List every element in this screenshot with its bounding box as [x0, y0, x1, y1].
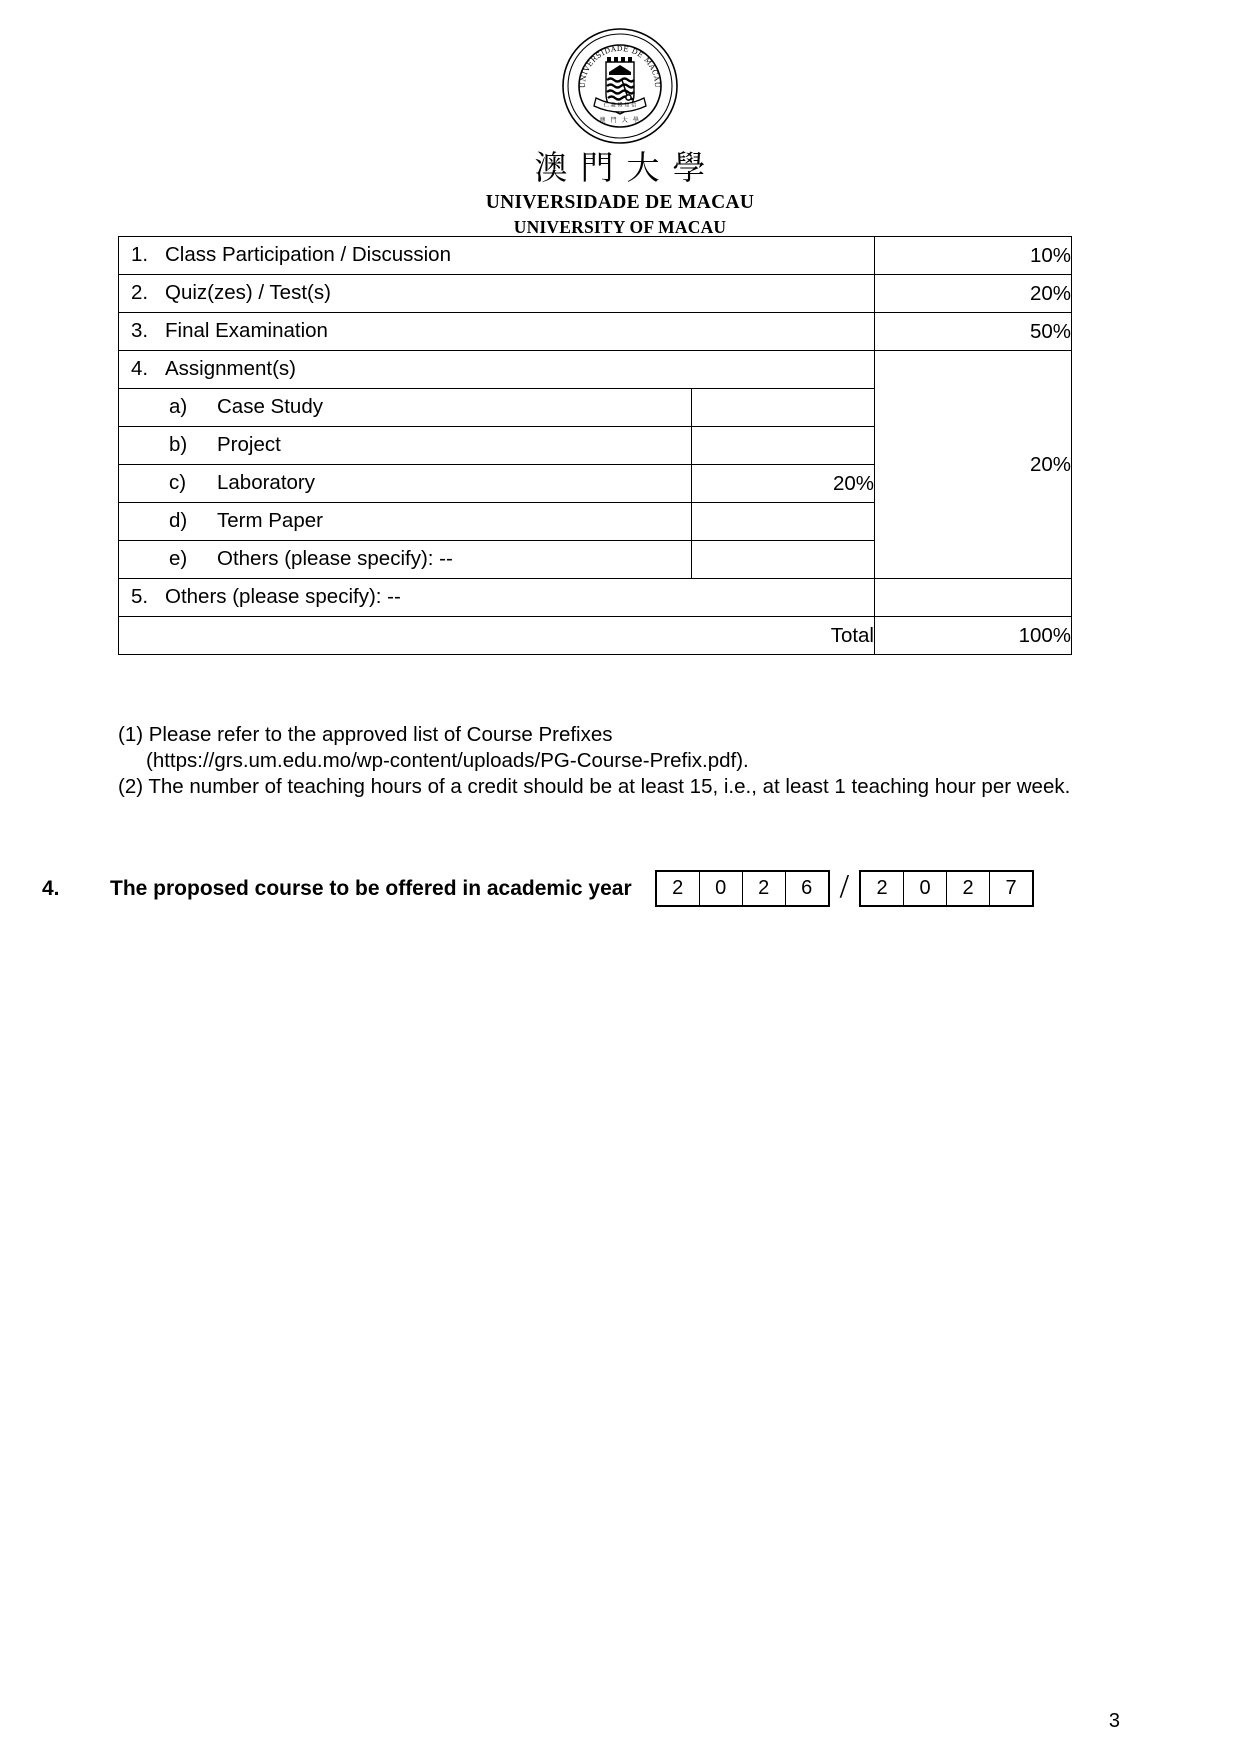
item-number: 1. [131, 243, 149, 267]
assessment-percent-cell[interactable]: 10% [875, 237, 1072, 275]
assignment-sub-item-cell [119, 503, 692, 541]
assessment-percent-cell[interactable] [875, 579, 1072, 617]
academic-year-end-boxes[interactable] [859, 870, 1034, 907]
item-number: 3. [131, 319, 149, 343]
sub-item-label: Term Paper [217, 509, 323, 533]
university-name-english: UNIVERSITY OF MACAU [513, 217, 727, 238]
table-row [119, 275, 1072, 313]
table-row [119, 237, 1072, 275]
total-percent-cell: 100% [875, 617, 1072, 655]
sub-item-label: Laboratory [217, 471, 316, 495]
assessment-item-cell [119, 237, 875, 275]
year-separator: / [839, 867, 850, 905]
question-4-number: 4. [42, 876, 60, 900]
assessment-item-cell [119, 351, 875, 389]
university-name-chinese: 澳門大學 [534, 148, 719, 187]
year-start-digit-2[interactable]: 0 [700, 872, 743, 905]
assignment-sub-item-cell [119, 427, 692, 465]
sub-item-percent-cell[interactable] [692, 389, 875, 427]
year-end-digit-1[interactable]: 2 [861, 872, 904, 905]
assignment-sub-item-cell [119, 389, 692, 427]
footnote-1-url: (https://grs.um.edu.mo/wp-content/uploads/PG-Course-Prefix.pdf). [146, 749, 749, 773]
year-start-digit-3[interactable]: 2 [743, 872, 786, 905]
table-row-total [119, 617, 1072, 655]
sub-item-percent-cell[interactable] [692, 503, 875, 541]
item-label: Class Participation / Discussion [165, 243, 451, 267]
university-name-portuguese: UNIVERSIDADE DE MACAU [485, 192, 755, 214]
year-end-digit-2[interactable]: 0 [904, 872, 947, 905]
year-end-digit-3[interactable]: 2 [947, 872, 990, 905]
footnote-1: (1) Please refer to the approved list of Course Prefixes [118, 723, 613, 746]
total-label-cell: Total [119, 617, 875, 655]
assignments-total-percent-cell[interactable]: 20% [875, 351, 1072, 579]
table-row-assignments [119, 351, 1072, 389]
table-row [119, 579, 1072, 617]
sub-item-label: Others (please specify): -- [217, 547, 453, 571]
assessment-percent-cell[interactable]: 50% [875, 313, 1072, 351]
item-label: Others (please specify): -- [165, 585, 401, 609]
sub-item-label: Case Study [217, 395, 323, 419]
year-end-digit-4[interactable]: 7 [1005, 877, 1017, 899]
table-row [119, 313, 1072, 351]
question-4-label: The proposed course to be offered in academic year [110, 876, 632, 900]
document-header [0, 26, 1240, 238]
assignment-sub-item-cell [119, 465, 692, 503]
year-start-digit-4[interactable]: 6 [801, 877, 813, 899]
assignment-sub-item-cell [119, 541, 692, 579]
sub-item-percent-cell[interactable]: 20% [692, 465, 875, 503]
assessment-item-cell [119, 275, 875, 313]
year-start-digit-1[interactable]: 2 [657, 872, 700, 905]
item-number: 4. [131, 357, 149, 381]
university-crest-icon [560, 26, 680, 146]
footnote-2: (2) The number of teaching hours of a credit should be at least 15, i.e., at least 1 teaching hour per week. [118, 775, 1071, 799]
assessment-breakdown-table [118, 236, 1072, 655]
academic-year-start-boxes[interactable] [655, 870, 830, 907]
sub-item-label: Project [217, 433, 281, 457]
page-number: 3 [1108, 1710, 1120, 1732]
sub-item-letter: a) [169, 395, 188, 419]
svg-text:澳 門 大 學: 澳 門 大 學 [599, 117, 641, 124]
question-4-row [42, 867, 1202, 907]
sub-item-letter: b) [169, 433, 188, 457]
svg-text:UNIVERSIDADE DE MACAU: UNIVERSIDADE DE MACAU [577, 43, 663, 89]
sub-item-letter: e) [169, 547, 188, 571]
item-number: 2. [131, 281, 149, 305]
sub-item-percent-cell[interactable] [692, 541, 875, 579]
assessment-percent-cell[interactable]: 20% [875, 275, 1072, 313]
sub-item-letter: d) [169, 509, 188, 533]
sub-item-percent-cell[interactable] [692, 427, 875, 465]
footnotes-block [118, 722, 1128, 801]
assessment-item-cell [119, 579, 875, 617]
sub-item-letter: c) [169, 471, 187, 495]
item-number: 5. [131, 585, 149, 609]
svg-text:仁 義 禮 知 信: 仁 義 禮 知 信 [603, 102, 637, 109]
item-label: Quiz(zes) / Test(s) [165, 281, 331, 305]
item-label: Final Examination [165, 319, 328, 343]
item-label: Assignment(s) [165, 357, 297, 381]
assessment-item-cell [119, 313, 875, 351]
